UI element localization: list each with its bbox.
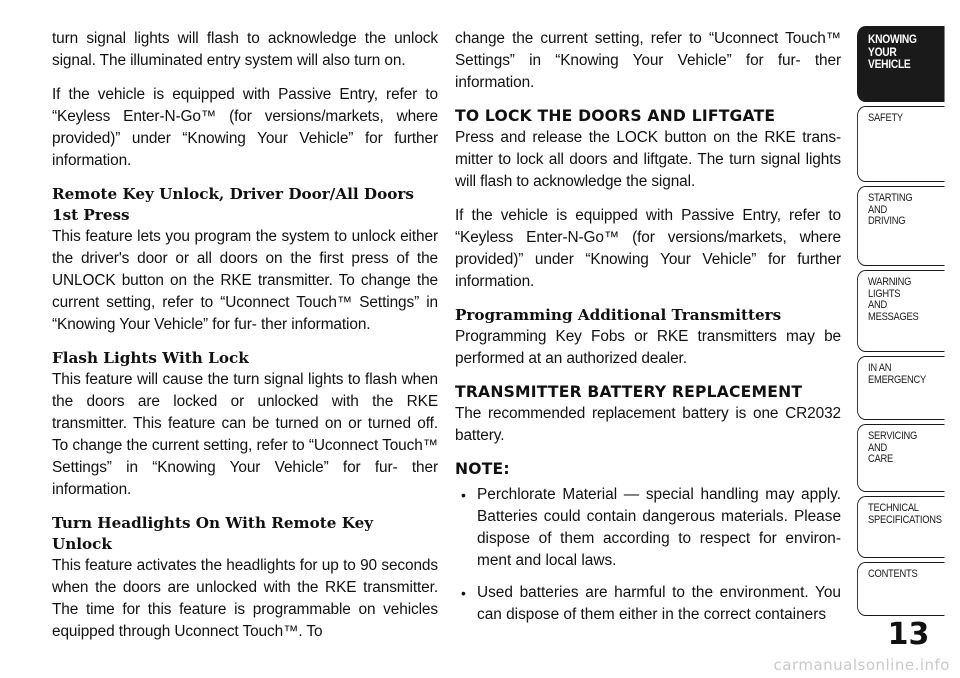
section-heading: Remote Key Unlock, Driver Door/All Doors 1st Press — [52, 185, 414, 224]
section-heading: Turn Headlights On With Remote Key Unlock — [52, 514, 374, 553]
tab-servicing-and-care[interactable]: SERVICING AND CARE — [857, 424, 945, 492]
list-item: • Used batteries are harmful to the environment. You can dispose of them either in the correct containers — [455, 582, 841, 626]
section-heading: Flash Lights With Lock — [52, 349, 249, 367]
watermark: carmanualsonline.info — [773, 656, 950, 674]
tab-technical-specifications[interactable]: TECHNICAL SPECIFICATIONS — [857, 496, 945, 558]
tab-safety[interactable]: SAFETY — [857, 106, 945, 182]
body-paragraph: The recommended replacement battery is one CR2032 battery. — [455, 405, 841, 444]
tab-contents[interactable]: CONTENTS — [857, 562, 945, 616]
note-heading: NOTE: — [455, 460, 510, 478]
body-paragraph: turn signal lights will flash to acknowledge the unlock signal. The illuminated entry system will also turn on. — [52, 30, 438, 69]
body-paragraph: If the vehicle is equipped with Passive Entry, refer to “Keyless Enter-N-Go™ (for versions/markets, where provided)” under “Knowing Your Vehicle” for further information. — [52, 86, 438, 169]
tab-knowing-your-vehicle[interactable]: KNOWING YOUR VEHICLE — [857, 26, 945, 102]
body-paragraph: Press and release the LOCK button on the RKE trans- mitter to lock all doors and liftgate. The turn signal lights will flash to acknowledge the signal. — [455, 129, 841, 190]
list-item: • Perchlorate Material — special handling may apply. Batteries could contain dangerous materials. Please dispose of them according to respect for environ- ment and local laws. — [455, 484, 841, 572]
tab-warning-lights-and-messages[interactable]: WARNING LIGHTS AND MESSAGES — [857, 270, 945, 352]
chapter-tabs — [857, 26, 960, 616]
body-paragraph: This feature activates the headlights for up to 90 seconds when the doors are unlocked with the RKE transmitter. The time for this feature is programmable on vehicles equipped through Uconnect Touch™. To — [52, 557, 438, 640]
left-column — [52, 28, 438, 655]
body-paragraph: Programming Key Fobs or RKE transmitters may be performed at an authorized dealer. — [455, 328, 841, 367]
body-paragraph: change the current setting, refer to “Uconnect Touch™ Settings” in “Knowing Your Vehicle” for fur- ther information. — [455, 30, 841, 91]
body-paragraph: This feature lets you program the system to unlock either the driver's door or all doors on the first press of the UNLOCK button on the RKE transmitter. To change the current setting, refer to “Uconnect Touch™ Settings” in “Knowing Your Vehicle” for fur- ther information. — [52, 228, 438, 333]
body-paragraph: This feature will cause the turn signal lights to flash when the doors are locked or unlocked with the RKE transmitter. This feature can be turned on or turned off. To change the current setting, refer to “Uconnect Touch™ Settings” in “Knowing Your Vehicle” for fur- ther information. — [52, 371, 438, 498]
tab-starting-and-driving[interactable]: STARTING AND DRIVING — [857, 186, 945, 266]
section-heading: Programming Additional Transmitters — [455, 306, 782, 324]
note-list — [455, 484, 841, 626]
page-number: 13 — [887, 617, 930, 652]
right-column — [455, 28, 841, 636]
body-paragraph: If the vehicle is equipped with Passive Entry, refer to “Keyless Enter-N-Go™ (for versions/markets, where provided)” under “Knowing Your Vehicle” for further information. — [455, 207, 841, 290]
section-heading: TRANSMITTER BATTERY REPLACEMENT — [455, 383, 803, 401]
section-heading: TO LOCK THE DOORS AND LIFTGATE — [455, 107, 776, 125]
tab-in-an-emergency[interactable]: IN AN EMERGENCY — [857, 356, 945, 420]
